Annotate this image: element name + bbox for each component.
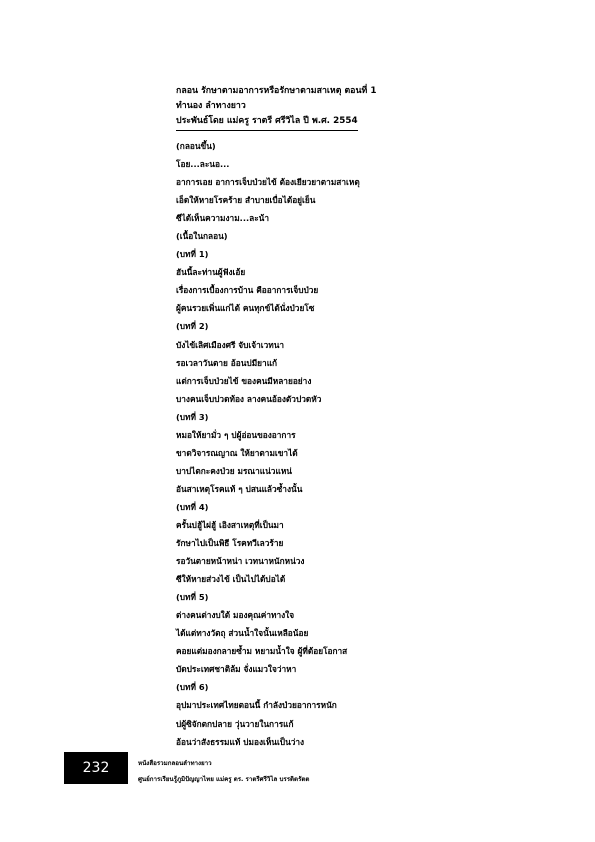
poem-line: (กลอนขึ้น) — [176, 141, 216, 151]
poem-line: อาการเอย อาการเจ็บป่วยไข้ ต้องเยียวยาตามสาเหตุ — [176, 177, 360, 188]
poem-line: เอ็ดให้หายโรคร้าย สำบายเบื่อได้อยู่เย็น — [176, 195, 316, 206]
poem-line: ต่างคนต่างบใด้ มองคุณค่าทางใจ — [176, 610, 295, 621]
footer-publisher: ศูนย์การเรียนรู้ภูมิปัญญาไทย แม่ครู ดร. ราตรีศรีวิไล บรรดิตรัตต — [138, 776, 310, 783]
poem-line: (บทที่ 6) — [176, 682, 209, 693]
poem-line: รอวันตายหน้าหน่า เวทนาหนักหน่วง — [176, 556, 305, 567]
poem-line: บังไข้เลิศเมืองศรี จับเจ้าเวทนา — [176, 339, 285, 350]
poem-line: อ้อนว่าสังธรรมแท้ บ่มองเห็นเป็นว่าง — [176, 736, 305, 747]
poem-line: เรื่องการเบื้องการบ้าน คืออาการเจ็บป่วย — [176, 285, 319, 296]
poem-line: อุปมาประเทศไทยตอนนี้ กำลังป่วยอาการหนัก — [176, 700, 337, 711]
poem-line: ได้แต่ทางวัตถุ ส่วนน้ำใจนั้นเหลือน้อย — [176, 628, 309, 639]
poem-line: ซีให้หายส่วงไข้ เป็นไปได้บ่อได้ — [176, 574, 286, 585]
poem-line: บางคนเจ็บปวดท้อง ลางคนอ้องตัวปวดหัว — [176, 393, 322, 404]
poem-line: (เนื้อในกลอน) — [176, 231, 228, 242]
poem-line: บัดประเทศชาติล้ม จั่งแมวใจว่าหา — [176, 664, 297, 675]
poem-line: (บทที่ 1) — [176, 249, 209, 260]
poem-line: รอเวลาวันตาย อ้อนบ่มียาแก้ — [176, 357, 278, 368]
poem-line: ครั้นบ่ฮู้ไผ่ฮู้ เอิงสาเหตุที่เป็นมา — [176, 519, 284, 530]
footer-book-title: หนังสือรวมกลอนลำทางยาว — [138, 760, 212, 767]
page-number: 232 — [82, 760, 110, 776]
poem-line: ขาดวิจารณญาณ ให้ยาตามเขาได้ — [176, 447, 298, 458]
poem-line: (บทที่ 3) — [176, 411, 209, 422]
poem-header — [176, 84, 496, 131]
poem-tune: ทำนอง ลำทางยาว — [176, 101, 246, 111]
footer — [138, 756, 309, 788]
poem-author: ประพันธ์โดย แม่ครู ราตรี ศรีวิไล ปี พ.ศ. 2554 — [176, 114, 358, 131]
poem-line: ผู้คนรวยเพิ่นแก่ได้ คนทุกข์ได้นั่งป่วยโซ — [176, 303, 315, 314]
poem-line: ซีได้เห็นความงาม...ละน้า — [176, 213, 270, 224]
poem-line: รักษาไปเป็นพิธี โรคทวีเลวร้าย — [176, 538, 284, 549]
poem-line: คอยแต่มองกลายซ้ำม หยามน้ำใจ ผู้ที่ด้อยโอกาส — [176, 646, 348, 657]
poem-line: อันสาเหตุโรคแท้ ๆ บ่สนแล้วซ้ำงนั้น — [176, 483, 303, 494]
poem-line: หมอให้ยามั่ว ๆ บ่ผู้อ่อนของอาการ — [176, 429, 296, 440]
poem-line: ฮันนี้ละท่านผู้ฟังเอ้ย — [176, 267, 246, 278]
poem-line: บาปไตกะคงป่วย มรณาแน่วแหน่ — [176, 465, 292, 476]
poem-line: โอย...ละนอ... — [176, 159, 230, 170]
poem-line: (บทที่ 4) — [176, 501, 209, 512]
poem-title: กลอน รักษาตามอาการหรือรักษาตามสาเหตุ ตอนที่ 1 — [176, 86, 377, 96]
poem-line: แต่การเจ็บป่วยไข้ ของคนมีหลายอย่าง — [176, 375, 312, 386]
poem-line: (บทที่ 5) — [176, 592, 209, 603]
poem-body — [176, 137, 476, 751]
page-number-box — [64, 752, 128, 784]
poem-line: (บทที่ 2) — [176, 321, 209, 332]
poem-line: บ่ผู้ซิจักตกปลาย วุ่นวายในการแก้ — [176, 718, 294, 729]
